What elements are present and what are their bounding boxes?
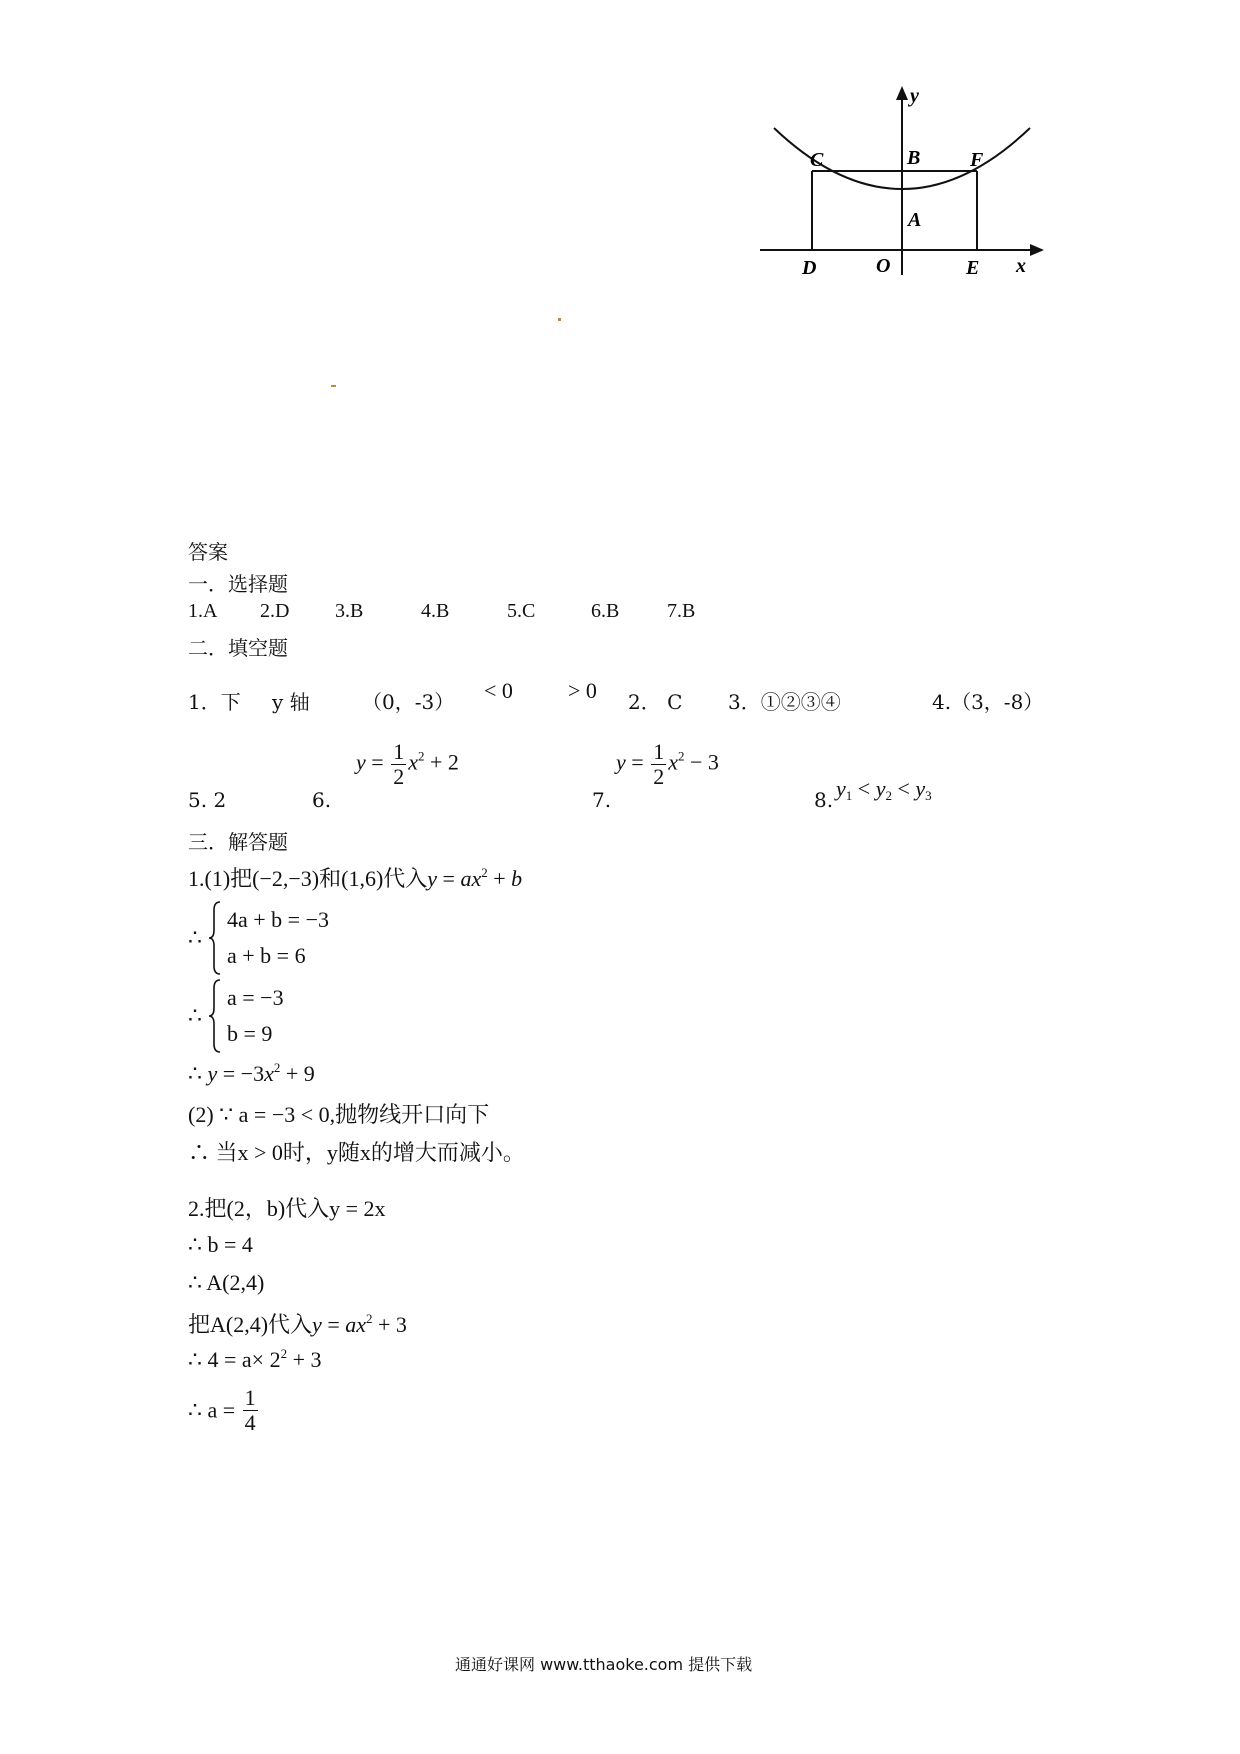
label-B: B [907,147,921,169]
p1-line5: ∴ 当x > 0时，y随x的增大而减小。 [188,1140,525,1165]
section-2-title: 二．填空题 [188,636,288,660]
x-axis-arrow [1030,244,1044,256]
p2-line6: ∴ a = $\frac{1}{4}$ [188,1385,256,1436]
label-O: O [876,255,891,277]
fill-q1-vertex: （0，-3） [362,690,455,714]
choice-2: 2.D [260,600,290,622]
label-C: C [810,149,824,171]
p1-sys1-eq1: 4a + b = −3 [227,907,329,932]
parabola-figure [760,80,1060,280]
label-x: x [1016,255,1026,277]
fill-q8-label: 8. [814,788,834,812]
y-axis-arrow [896,86,908,100]
fill-q6-label: 6. [312,788,332,812]
choice-6: 6.B [591,600,620,622]
answers-title: 答案 [188,540,228,564]
choice-1: 1.A [188,600,218,622]
fill-q1: 1．下 [188,690,241,714]
label-E: E [966,257,980,279]
fill-q5: 5. 2 [188,788,227,812]
p2-line5: ∴ $4 = a\times 2^2 + 3$ [188,1346,322,1372]
p1-system1: ∴ 4a + b = −3 a + b = 6 [188,900,329,976]
fill-q6-formula: y = $\frac{1}{2}$ $x^2 + 2$ [356,739,459,790]
p2-line4: 把A(2,4)代入$y = ax^2 + 3$ [188,1311,407,1337]
section-3-title: 三．解答题 [188,830,288,854]
label-D: D [802,257,817,279]
label-y: y [910,85,919,107]
choice-3: 3.B [335,600,364,622]
fill-q4: 4.（3，-8） [932,690,1044,714]
fill-q7-formula: y = $\frac{1}{2}$ $x^2 - 3$ [616,739,719,790]
p1-sys2-eq1: a = −3 [227,985,284,1010]
fill-q2: 2． C [628,690,683,714]
p1-line4: (2) ∵ a = −3 < 0,抛物线开口向下 [188,1102,490,1127]
stray-mark [558,318,561,321]
p2-line3: ∴ A(2,4) [188,1270,265,1295]
section-1-title: 一．选择题 [188,572,288,596]
label-F: F [970,149,984,171]
p1-system2: ∴ a = −3 b = 9 [188,978,284,1054]
p1-result: ∴ $y = -3x^2 + 9$ [188,1060,315,1086]
stray-mark [331,385,336,387]
choice-answers [188,600,695,623]
label-A: A [908,209,922,231]
fill-q7-label: 7. [592,788,612,812]
fill-q8-formula: $y_1 < y_2 < y_3$ [836,776,932,803]
choice-7: 7.B [667,600,696,622]
choice-4: 4.B [421,600,450,622]
p2-line1: 2.把(2，b)代入y = 2x [188,1196,386,1221]
fill-q1-axis: y 轴 [272,690,310,714]
p1-sys1-eq2: a + b = 6 [227,943,306,968]
p1-line1: 1.(1)把(−2,−3)和(1,6)代入$y = ax^2 + b$ [188,865,523,891]
p2-line2: ∴ b = 4 [188,1232,253,1257]
fill-q1-gt: > 0 [568,678,597,703]
footer-credit: 通通好课网 www.tthaoke.com 提供下载 [455,1655,753,1674]
fill-q1-lt: < 0 [484,678,513,703]
choice-5: 5.C [507,600,536,622]
fill-q3: 3．①②③④ [728,690,841,714]
p1-sys2-eq2: b = 9 [227,1021,273,1046]
